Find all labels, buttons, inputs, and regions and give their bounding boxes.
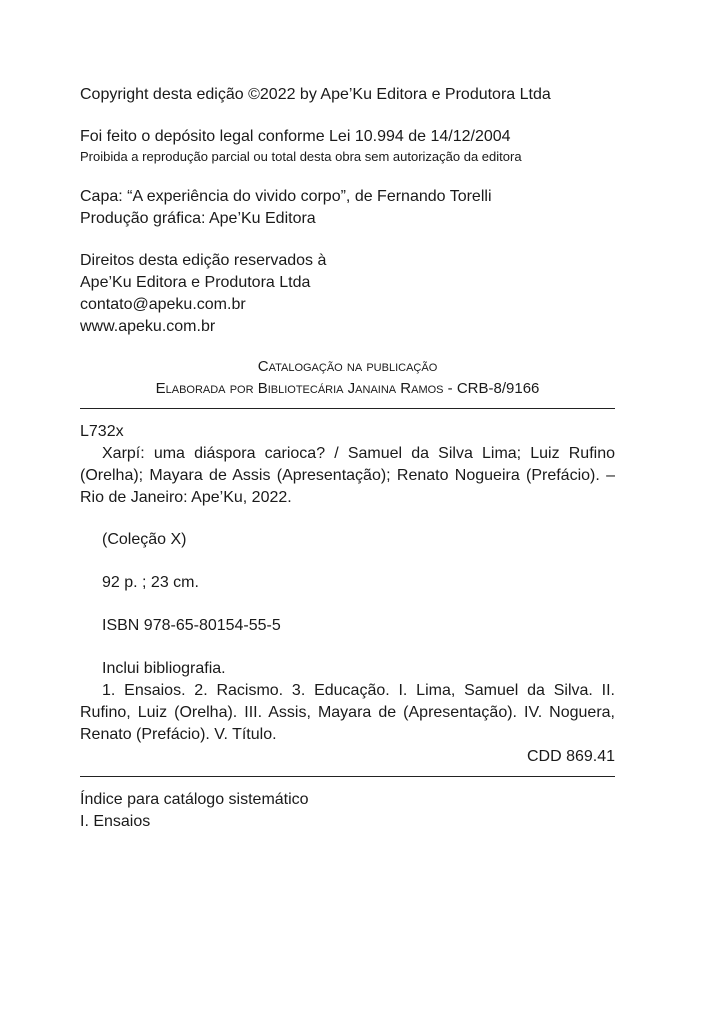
copyright-block bbox=[80, 84, 615, 106]
index-title: Índice para catálogo sistemático bbox=[80, 791, 309, 808]
production-credit: Produção gráfica: Ape’Ku Editora bbox=[80, 210, 316, 227]
cataloging-heading-line-1: Catalogação na publicação bbox=[257, 358, 438, 375]
catalog-entry: Xarpí: uma diáspora carioca? / Samuel da Silva Lima; Luiz Rufino (Orelha); Mayara de Assis (Apresentação); Renato Nogueira (Prefácio). – Rio de Janeiro: Ape’Ku, 2022. bbox=[80, 445, 615, 506]
contact-email: contato@apeku.com.br bbox=[80, 296, 246, 313]
rights-line-1: Direitos desta edição reservados à bbox=[80, 252, 327, 269]
cdd-classification: CDD 869.41 bbox=[526, 748, 615, 765]
index-item: I. Ensaios bbox=[80, 813, 151, 830]
rights-line-2: Ape’Ku Editora e Produtora Ltda bbox=[80, 274, 311, 291]
copyright-line: Copyright desta edição ©2022 by Ape’Ku Editora e Produtora Ltda bbox=[80, 86, 551, 103]
bottom-divider bbox=[80, 776, 615, 777]
physical-description: 92 p. ; 23 cm. bbox=[102, 574, 199, 591]
legal-deposit-line: Foi feito o depósito legal conforme Lei 10.994 de 14/12/2004 bbox=[80, 128, 511, 145]
call-number: L732x bbox=[80, 423, 124, 440]
publisher-website: www.apeku.com.br bbox=[80, 318, 216, 335]
cataloging-heading bbox=[80, 356, 615, 400]
cover-credit: Capa: “A experiência do vivido corpo”, de Fernando Torelli bbox=[80, 188, 492, 205]
copyright-page bbox=[80, 84, 615, 833]
bibliography-note: Inclui bibliografia. bbox=[102, 660, 226, 677]
legal-block bbox=[80, 126, 615, 166]
top-divider bbox=[80, 408, 615, 409]
credits-block bbox=[80, 186, 615, 230]
subject-headings: 1. Ensaios. 2. Racismo. 3. Educação. I. Lima, Samuel da Silva. II. Rufino, Luiz (Orelha). III. Assis, Mayara de (Apresentação). IV. Noguera, Renato (Prefácio). V. Título. bbox=[80, 682, 615, 743]
isbn: ISBN 978-65-80154-55-5 bbox=[102, 617, 281, 634]
systematic-index bbox=[80, 789, 615, 833]
catalog-card bbox=[80, 421, 615, 768]
rights-block bbox=[80, 250, 615, 338]
series-note: (Coleção X) bbox=[102, 531, 187, 548]
cataloging-heading-line-2: Elaborada por Bibliotecária Janaina Ramos - CRB-8/9166 bbox=[155, 380, 540, 397]
reproduction-notice: Proibida a reprodução parcial ou total desta obra sem autorização da editora bbox=[80, 149, 522, 164]
